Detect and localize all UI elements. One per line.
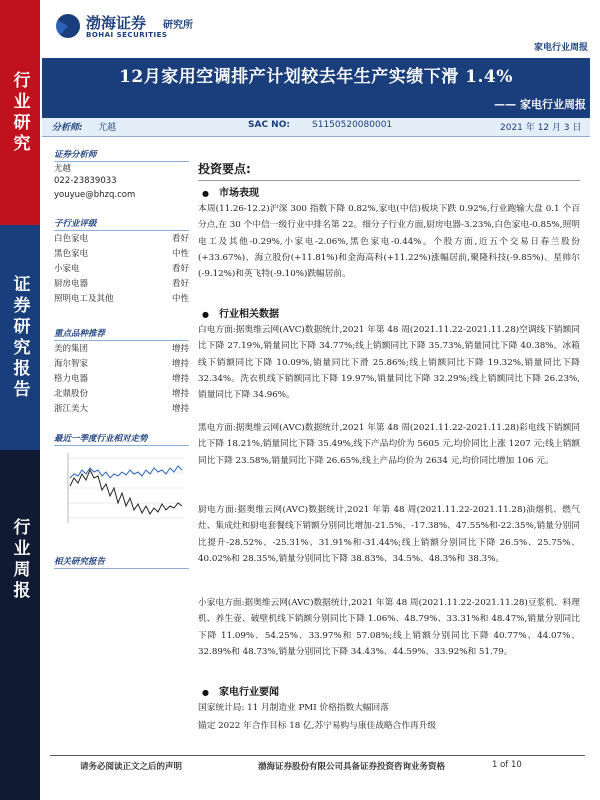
list-item: [54, 372, 189, 387]
news-item: 国家统计局: 11 月制造业 PMI 价格指数大幅回落: [198, 703, 389, 713]
analyst-label: 分析师:: [52, 123, 83, 133]
sidebar-analyst-heading: 证券分析师: [54, 148, 189, 162]
page-number: 1 of 10: [492, 760, 522, 770]
paragraph-white-goods: 白电方面:据奥维云网(AVC)数据统计,2021 年第 48 周(2021.11.22-2021.11.28)空调线下销额同比下降 27.19%,销量同比下降 34.77%;线上销额同比下降 35.73%,销量同比下降 40.38%。冰箱线下销额同比下降 10.09%,销量同比下滑 25.86%;线上销额同比下降 19.32%,销量同比下降 32.34%。洗衣机线下销额同比下降 19.97%,销量同比下降 32.29%;线上销额同比下降 26.23%,销量同比下降 34.96%。: [198, 325, 580, 401]
stock-name: 美的集团: [54, 344, 89, 354]
stock-rating: 增持: [171, 389, 189, 399]
rating-name: 厨房电器: [54, 279, 89, 289]
sidebar-related-heading: 相关研究报告: [54, 555, 189, 569]
section-industry-news: ● 家电行业要闻: [202, 683, 279, 698]
report-type: 家电行业周报: [533, 43, 588, 53]
sidebar-email[interactable]: youyue@bhzq.com: [54, 190, 136, 200]
stock-name: 北鼎股份: [54, 389, 89, 399]
stock-name: 海尔智家: [54, 359, 89, 369]
analyst-name: 尤越: [98, 123, 117, 133]
section-market-performance: ● 市场表现: [202, 184, 259, 199]
stock-name: 格力电器: [54, 374, 89, 384]
stock-rating: 增持: [171, 359, 189, 369]
report-title: 12月家用空调排产计划较去年生产实绩下滑 1.4%: [119, 67, 513, 87]
stripe-label: 证券研究报告: [9, 274, 30, 401]
rating-value: 中性: [171, 294, 189, 304]
stripe-weekly-report: [0, 450, 40, 800]
footer-qualification: 渤海证券股份有限公司具备证券投资咨询业务资格: [258, 762, 446, 772]
sidebar-phone: 022-23839033: [54, 176, 117, 186]
sidebar-stocks-heading: 重点品种推荐: [54, 327, 189, 341]
footer-disclaimer: 请务必阅读正文之后的声明: [80, 762, 183, 772]
sidebar-ratings-heading: 子行业评级: [54, 217, 189, 231]
report-date: 2021 年 12 月 3 日: [500, 123, 582, 133]
divider: [198, 180, 580, 181]
list-item: [54, 342, 189, 357]
brand-name: 渤海证券: [86, 14, 147, 32]
main-heading: 投资要点:: [198, 162, 251, 176]
stock-rating: 增持: [171, 404, 189, 414]
stock-rating: 增持: [171, 374, 189, 384]
rating-value: 看好: [171, 234, 189, 244]
rating-name: 白色家电: [54, 234, 89, 244]
stripe-label: 行业周报: [9, 518, 30, 602]
rating-value: 中性: [171, 249, 189, 259]
rating-name: 黑色家电: [54, 249, 89, 259]
rating-value: 看好: [171, 279, 189, 289]
stock-name: 浙江美大: [54, 404, 89, 414]
list-item: [54, 402, 189, 417]
footer-divider: [50, 755, 585, 756]
stocks-list: [54, 342, 189, 417]
brand-name-en: BOHAI SECURITIES: [86, 31, 168, 39]
list-item: [54, 232, 189, 247]
rating-name: 照明电工及其他: [54, 294, 114, 304]
stripe-securities-report: [0, 225, 40, 450]
report-subtitle: —— 家电行业周报: [494, 98, 586, 111]
sac-label: SAC NO:: [248, 120, 290, 130]
paragraph-market: 本周(11.26-12.2)沪深 300 指数下降 0.82%,家电(中信)板块下跌 0.92%,行业跑输大盘 0.1 个百分点,在 30 个中信一级行业中排名第 22。细分子行业方面,厨房电器-3.23%,白色家电-0.85%,照明电工及其他-0.29%,小家电-2.06%,黑色家电-0.44%。个股方面,近五个交易日春兰股份(+33.67%)、海立股份(+11.81%)和金海高科(+11.22%)涨幅居前,聚隆科技(-9.85%)、星帅尔(-9.12%)和英飞特(-9.10%)跌幅居前。: [198, 204, 580, 280]
list-item: [54, 247, 189, 262]
ratings-list: [54, 232, 189, 307]
list-item: [54, 387, 189, 402]
stock-rating: 增持: [171, 344, 189, 354]
relative-trend-chart: [54, 448, 189, 538]
paragraph-small-appliance: 小家电方面:据奥维云网(AVC)数据统计,2021 年第 48 周(2021.11.22-2021.11.28)豆浆机、料理机、养生壶、破壁机线下销额分别同比下降 1.06%、48.79%、33.31%和 48.47%,销量分别同比下降 11.09%、54.25%、33.97%和 57.08%;线上销额分别同比下降 40.77%、44.07%、32.89%和 48.73%,销量分别同比下降 34.43%、44.59%、33.92%和 51.79。: [198, 598, 580, 657]
sidebar-chart-heading: 最近一季度行业相对走势: [54, 432, 189, 446]
section-industry-data: ● 行业相关数据: [202, 305, 279, 320]
paragraph-kitchen: 厨电方面:据奥维云网(AVC)数据统计,2021 年第 48 周(2021.11.22-2021.11.28)油烟机、燃气灶、集成灶和厨电套餐线下销额分别同比增加-21.5%、-17.38%、47.55%和-22.35%,销量分别同比提升-28.52%、-25.31%、31.91%和-31.44%;线上销额分别同比下降 26.5%、25.75%、40.02%和 28.35%,销量分别同比下降 38.83%、34.5%、48.3%和 38.3%。: [198, 505, 580, 564]
chart-series-market: [70, 470, 182, 514]
stripe-industry-research: [0, 0, 40, 225]
news-item: 锚定 2022 年合作目标 18 亿,苏宁易购与康佳战略合作再升级: [198, 721, 437, 731]
list-item: [54, 277, 189, 292]
list-item: [54, 292, 189, 307]
list-item: [54, 262, 189, 277]
paragraph-black-goods: 黑电方面:据奥维云网(AVC)数据统计,2021 年第 48 周(2021.11.22-2021.11.28)彩电线下销额同比下降 18.21%,销量同比下降 35.49%,线下产品均价为 5605 元,均价同比上涨 1207 元;线上销额同比下降 23.58%,销量同比下降 26.65%,线上产品均价为 2634 元,均价同比增加 106 元。: [198, 423, 580, 466]
list-item: [54, 357, 189, 372]
company-logo-icon: [56, 14, 80, 38]
rating-value: 看好: [171, 264, 189, 274]
sidebar-analyst-name: 尤越: [54, 164, 72, 174]
brand-dept: 研究所: [163, 20, 193, 31]
stripe-label: 行业研究: [9, 70, 30, 155]
chart-series-industry: [70, 466, 182, 478]
sac-number: S1150520080001: [312, 120, 393, 130]
rating-name: 小家电: [54, 264, 80, 274]
